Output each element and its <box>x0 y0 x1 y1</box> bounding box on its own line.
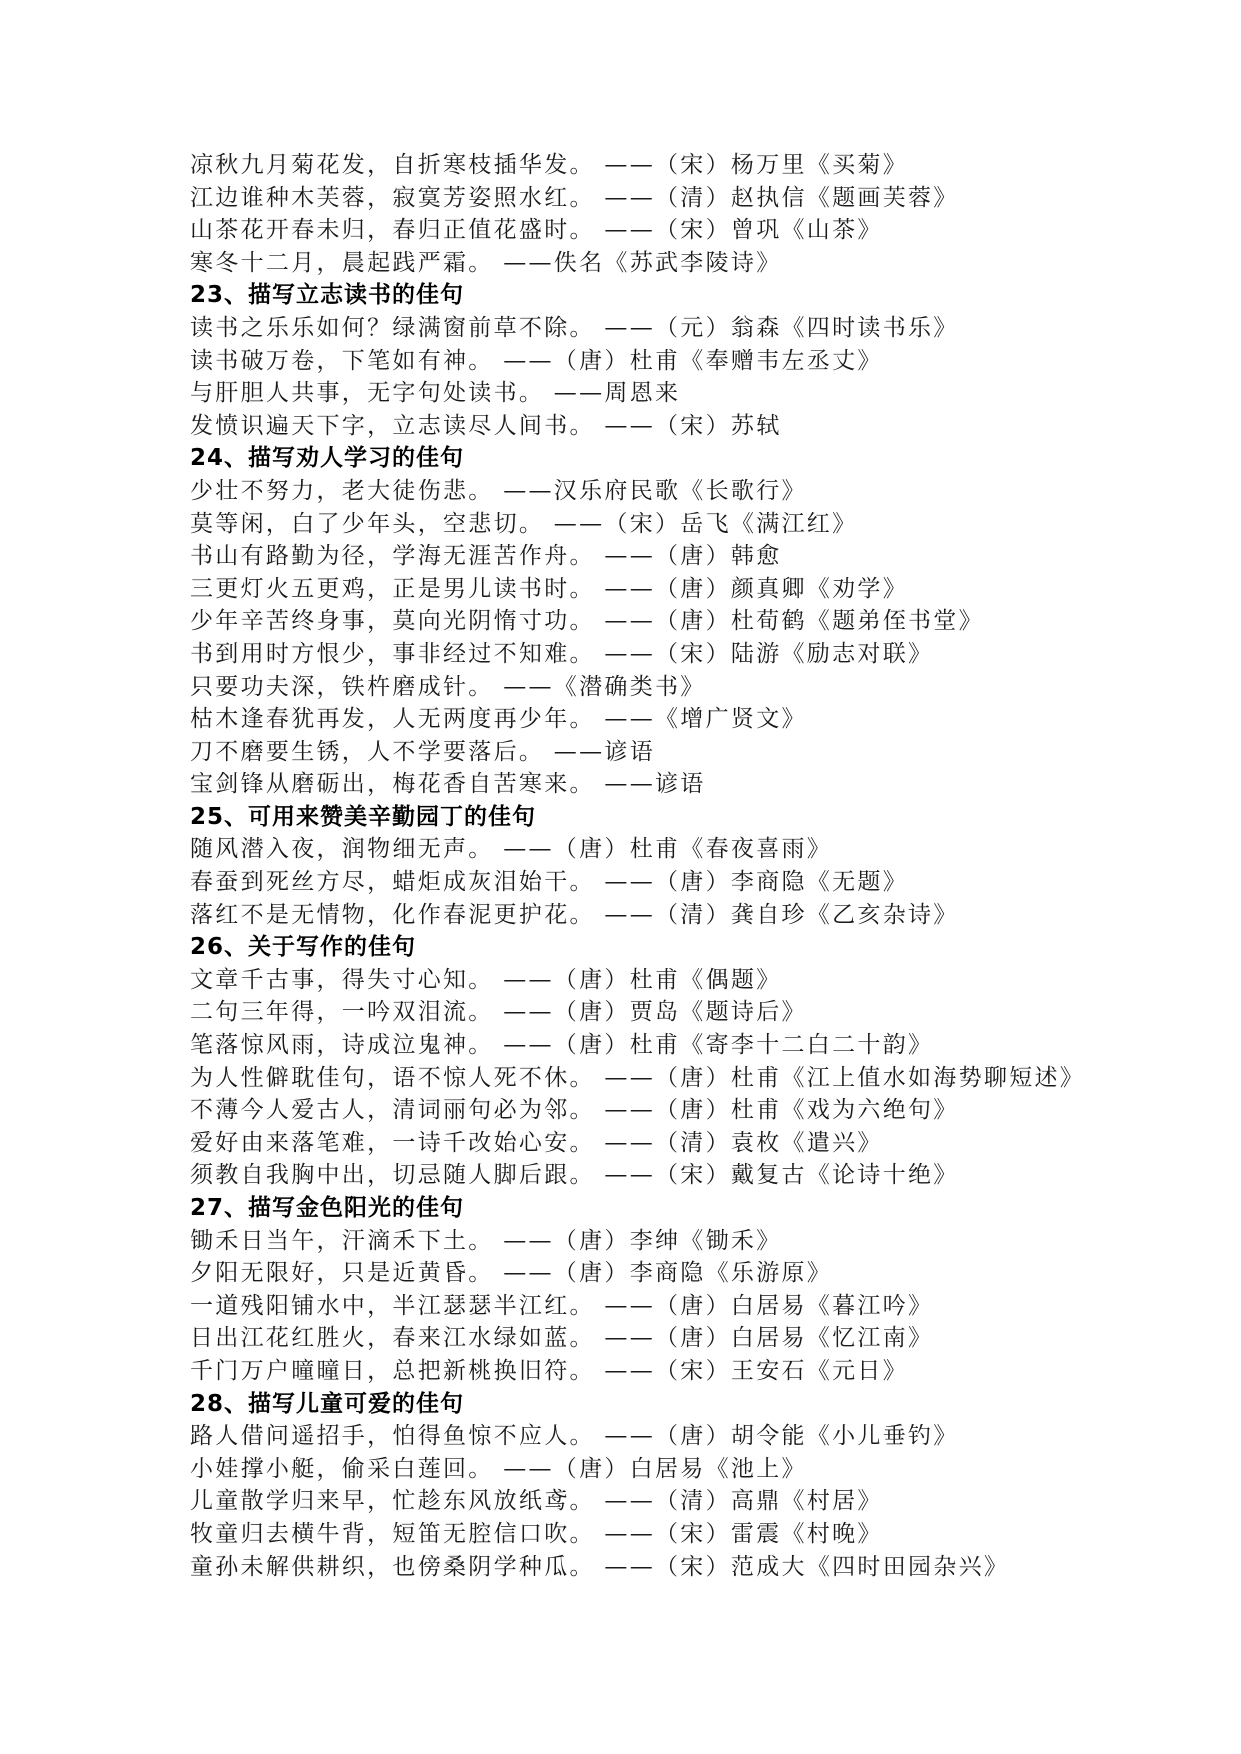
quote-line: 千门万户曈曈日，总把新桃换旧符。 ——（宋）王安石《元日》 <box>190 1357 909 1384</box>
quote-line: 爱好由来落笔难，一诗千改始心安。 ——（清）袁枚《遣兴》 <box>190 1129 883 1156</box>
quote-line: 江边谁种木芙蓉，寂寞芳姿照水红。 ——（清）赵执信《题画芙蓉》 <box>190 184 959 211</box>
quote-line: 读书破万卷，下笔如有神。 ——（唐）杜甫《奉赠韦左丞丈》 <box>190 347 883 374</box>
quote-line: 落红不是无情物，化作春泥更护花。 ——（清）龚自珍《乙亥杂诗》 <box>190 901 959 928</box>
quote-line: 日出江花红胜火，春来江水绿如蓝。 ——（唐）白居易《忆江南》 <box>190 1325 934 1352</box>
quote-line: 枯木逢春犹再发，人无两度再少年。 ——《增广贤文》 <box>190 706 807 733</box>
quote-line: 二句三年得，一吟双泪流。 ——（唐）贾岛《题诗后》 <box>190 999 807 1026</box>
section-heading: 23、描写立志读书的佳句 <box>190 282 465 309</box>
quote-line: 山茶花开春未归，春归正值花盛时。 ——（宋）曾巩《山茶》 <box>190 217 883 244</box>
section-heading: 24、描写劝人学习的佳句 <box>190 445 465 472</box>
quote-line: 宝剑锋从磨砺出，梅花香自苦寒来。 ——谚语 <box>190 771 706 798</box>
quote-line: 凉秋九月菊花发，自折寒枝插华发。 ——（宋）杨万里《买菊》 <box>190 152 909 178</box>
quote-line: 童孙未解供耕织，也傍桑阴学种瓜。 ——（宋）范成大《四时田园杂兴》 <box>190 1553 1010 1580</box>
quote-line: 读书之乐乐如何？绿满窗前草不除。 ——（元）翁森《四时读书乐》 <box>190 314 959 341</box>
quote-line: 随风潜入夜，润物细无声。 ——（唐）杜甫《春夜喜雨》 <box>190 836 833 863</box>
document-content <box>190 149 1190 1583</box>
quote-line: 夕阳无限好，只是近黄昏。 ——（唐）李商隐《乐游原》 <box>190 1260 833 1287</box>
section-heading: 25、可用来赞美辛勤园丁的佳句 <box>190 803 537 830</box>
quote-line: 须教自我胸中出，切忌随人脚后跟。 ——（宋）戴复古《论诗十绝》 <box>190 1162 959 1189</box>
quote-line: 只要功夫深，铁杵磨成针。 ——《潜确类书》 <box>190 673 706 700</box>
quote-line: 刀不磨要生锈，人不学要落后。 ——谚语 <box>190 738 656 765</box>
quote-line: 牧童归去横牛背，短笛无腔信口吹。 ——（宋）雷震《村晚》 <box>190 1520 883 1547</box>
quote-line: 三更灯火五更鸡，正是男儿读书时。 ——（唐）颜真卿《劝学》 <box>190 575 909 602</box>
quote-line: 书到用时方恨少，事非经过不知难。 ——（宋）陆游《励志对联》 <box>190 640 934 667</box>
section-heading: 27、描写金色阳光的佳句 <box>190 1195 465 1221</box>
quote-line: 与肝胆人共事，无字句处读书。 ——周恩来 <box>190 380 681 407</box>
quote-line: 春蚕到死丝方尽，蜡炬成灰泪始干。 ——（唐）李商隐《无题》 <box>190 869 909 896</box>
quote-line: 锄禾日当午，汗滴禾下土。 ——（唐）李绅《锄禾》 <box>190 1227 782 1254</box>
quote-line: 小娃撑小艇，偷采白莲回。 ——（唐）白居易《池上》 <box>190 1455 807 1482</box>
quote-line: 发愤识遍天下字，立志读尽人间书。 ——（宋）苏轼 <box>190 412 782 439</box>
quote-line: 不薄今人爱古人，清词丽句必为邻。 ——（唐）杜甫《戏为六绝句》 <box>190 1097 959 1124</box>
quote-line: 书山有路勤为径，学海无涯苦作舟。 ——（唐）韩愈 <box>190 543 782 570</box>
quote-line: 莫等闲，白了少年头，空悲切。 ——（宋）岳飞《满江红》 <box>190 510 858 537</box>
quote-line: 笔落惊风雨，诗成泣鬼神。 ——（唐）杜甫《寄李十二白二十韵》 <box>190 1032 934 1059</box>
section-heading: 28、描写儿童可爱的佳句 <box>190 1390 465 1417</box>
quote-line: 文章千古事，得失寸心知。 ——（唐）杜甫《偶题》 <box>190 966 782 993</box>
quote-line: 少年辛苦终身事，莫向光阴惰寸功。 ——（唐）杜荀鹤《题弟侄书堂》 <box>190 608 984 635</box>
quote-line: 寒冬十二月，晨起践严霜。 ——佚名《苏武李陵诗》 <box>190 249 782 276</box>
quote-line: 为人性僻耽佳句，语不惊人死不休。 ——（唐）杜甫《江上值水如海势聊短述》 <box>190 1064 1086 1091</box>
quote-line: 一道残阳铺水中，半江瑟瑟半江红。 ——（唐）白居易《暮江吟》 <box>190 1292 934 1319</box>
quote-line: 路人借问遥招手，怕得鱼惊不应人。 ——（唐）胡令能《小儿垂钓》 <box>190 1423 959 1450</box>
quote-line: 儿童散学归来早，忙趁东风放纸鸢。 ——（清）高鼎《村居》 <box>190 1488 883 1515</box>
quote-line: 少壮不努力，老大徒伤悲。 ——汉乐府民歌《长歌行》 <box>190 477 807 504</box>
section-heading: 26、关于写作的佳句 <box>190 934 417 961</box>
